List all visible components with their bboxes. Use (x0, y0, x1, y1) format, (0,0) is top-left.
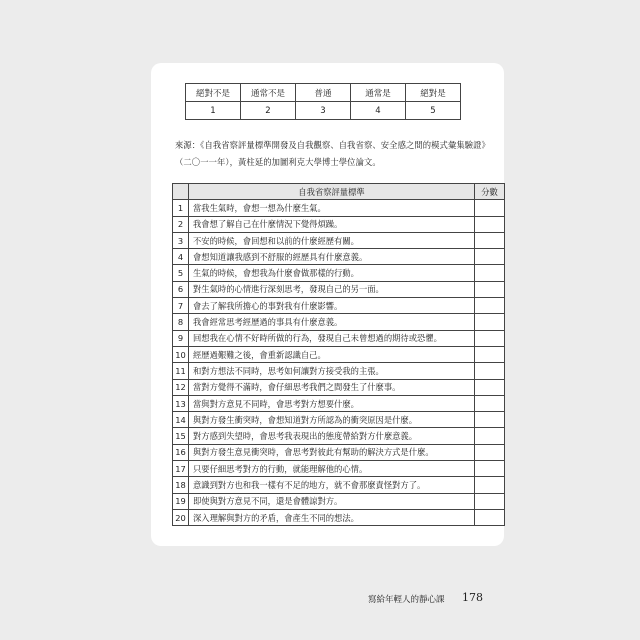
row-statement: 當對方覺得不滿時，會仔細思考我們之間發生了什麼事。 (189, 379, 475, 395)
row-statement: 經歷過艱難之後，會重新認識自己。 (189, 346, 475, 362)
scale-value: 4 (351, 102, 406, 120)
scale-value: 3 (296, 102, 351, 120)
row-number: 2 (173, 216, 189, 232)
row-statement: 對方感到失望時，會思考我表現出的態度帶給對方什麼意義。 (189, 428, 475, 444)
table-header-row (173, 184, 505, 200)
row-statement: 回想我在心情不好時所做的行為，發現自己未曾想過的期待或恐懼。 (189, 330, 475, 346)
scale-label: 普通 (296, 84, 351, 102)
table-row (173, 232, 505, 248)
row-statement: 會想知道讓我感到不舒服的經歷具有什麼意義。 (189, 249, 475, 265)
scale-value: 1 (186, 102, 241, 120)
table-row (173, 200, 505, 216)
row-number: 7 (173, 298, 189, 314)
score-cell[interactable] (475, 428, 505, 444)
row-number: 13 (173, 395, 189, 411)
row-number: 20 (173, 509, 189, 525)
scale-label: 絕對不是 (186, 84, 241, 102)
row-number: 14 (173, 412, 189, 428)
scale-value: 2 (241, 102, 296, 120)
row-number: 5 (173, 265, 189, 281)
row-statement: 生氣的時候，會想我為什麼會做那樣的行動。 (189, 265, 475, 281)
score-cell[interactable] (475, 249, 505, 265)
row-number: 12 (173, 379, 189, 395)
table-row (173, 509, 505, 525)
table-row (173, 444, 505, 460)
scale-label: 通常是 (351, 84, 406, 102)
row-statement: 深入理解與對方的矛盾，會產生不同的想法。 (189, 509, 475, 525)
header-number-cell (173, 184, 189, 200)
score-cell[interactable] (475, 346, 505, 362)
table-row (173, 330, 505, 346)
table-row (173, 428, 505, 444)
score-cell[interactable] (475, 232, 505, 248)
score-cell[interactable] (475, 444, 505, 460)
row-statement: 當與對方意見不同時，會思考對方想要什麼。 (189, 395, 475, 411)
row-number: 19 (173, 493, 189, 509)
table-row (173, 346, 505, 362)
score-cell[interactable] (475, 314, 505, 330)
table-row (173, 412, 505, 428)
table-row (173, 379, 505, 395)
scale-label: 絕對是 (406, 84, 461, 102)
self-reflection-table (172, 183, 505, 526)
row-statement: 我會經常思考經歷過的事具有什麼意義。 (189, 314, 475, 330)
scale-label-row (186, 84, 461, 102)
scale-value: 5 (406, 102, 461, 120)
book-title: 寫給年輕人的靜心課 (368, 595, 445, 605)
row-number: 10 (173, 346, 189, 362)
page-number: 178 (462, 591, 483, 604)
score-cell[interactable] (475, 461, 505, 477)
score-cell[interactable] (475, 477, 505, 493)
row-statement: 和對方想法不同時，思考如何讓對方接受我的主張。 (189, 363, 475, 379)
table-row (173, 265, 505, 281)
row-statement: 即使與對方意見不同，還是會體諒對方。 (189, 493, 475, 509)
row-number: 3 (173, 232, 189, 248)
table-row (173, 493, 505, 509)
row-number: 9 (173, 330, 189, 346)
score-cell[interactable] (475, 265, 505, 281)
table-row (173, 314, 505, 330)
row-statement: 與對方發生意見衝突時，會思考對彼此有幫助的解決方式是什麼。 (189, 444, 475, 460)
rating-scale-table (185, 83, 461, 120)
score-cell[interactable] (475, 298, 505, 314)
score-cell[interactable] (475, 200, 505, 216)
table-row (173, 363, 505, 379)
scale-value-row (186, 102, 461, 120)
row-statement: 意識到對方也和我一樣有不足的地方，就不會那麼責怪對方了。 (189, 477, 475, 493)
row-statement: 只要仔細思考對方的行動，就能理解他的心情。 (189, 461, 475, 477)
score-cell[interactable] (475, 216, 505, 232)
row-number: 11 (173, 363, 189, 379)
row-statement: 我會想了解自己在什麼情況下覺得煩躁。 (189, 216, 475, 232)
scale-label: 通常不是 (241, 84, 296, 102)
table-row (173, 281, 505, 297)
row-number: 8 (173, 314, 189, 330)
table-row (173, 461, 505, 477)
row-statement: 不安的時候，會回想和以前的什麼經歷有關。 (189, 232, 475, 248)
row-number: 18 (173, 477, 189, 493)
row-statement: 對生氣時的心情進行深刻思考，發現自己的另一面。 (189, 281, 475, 297)
score-cell[interactable] (475, 412, 505, 428)
table-row (173, 477, 505, 493)
table-row (173, 395, 505, 411)
row-number: 17 (173, 461, 189, 477)
table-row (173, 216, 505, 232)
row-number: 15 (173, 428, 189, 444)
score-cell[interactable] (475, 281, 505, 297)
table-row (173, 249, 505, 265)
row-statement: 與對方發生衝突時，會想知道對方所認為的衝突原因是什麼。 (189, 412, 475, 428)
table-body (173, 200, 505, 526)
source-citation: 來源：《自我省察評量標準開發及自我觀察、自我省察、安全感之間的模式彙集驗證》（二〇一一年），黃柱延的加圖利克大學博士學位論文。 (175, 140, 486, 167)
row-number: 1 (173, 200, 189, 216)
row-statement: 當我生氣時，會想一想為什麼生氣。 (189, 200, 475, 216)
row-number: 4 (173, 249, 189, 265)
score-cell[interactable] (475, 363, 505, 379)
score-cell[interactable] (475, 509, 505, 525)
row-number: 16 (173, 444, 189, 460)
header-title: 自我省察評量標準 (189, 184, 475, 200)
table-row (173, 298, 505, 314)
score-cell[interactable] (475, 379, 505, 395)
score-cell[interactable] (475, 395, 505, 411)
row-number: 6 (173, 281, 189, 297)
score-cell[interactable] (475, 493, 505, 509)
row-statement: 會去了解我所擔心的事對我有什麼影響。 (189, 298, 475, 314)
score-cell[interactable] (475, 330, 505, 346)
header-score: 分數 (475, 184, 505, 200)
